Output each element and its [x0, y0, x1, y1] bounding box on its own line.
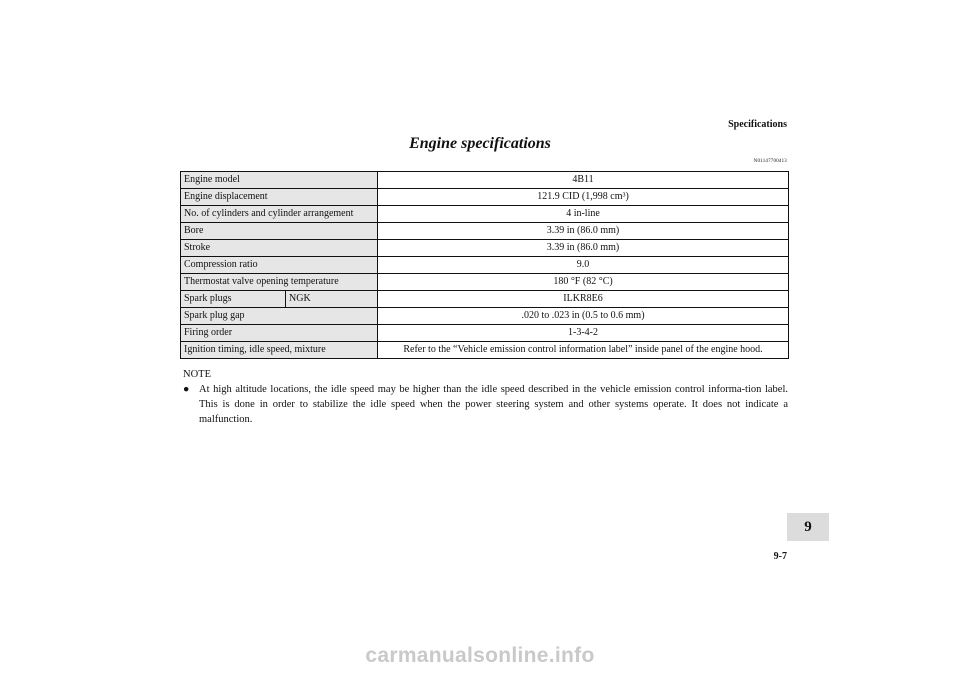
spec-value: 4 in-line: [378, 206, 789, 223]
bullet-icon: ●: [183, 384, 190, 395]
chapter-tab: 9: [787, 513, 829, 541]
page-title: Engine specifications: [409, 135, 551, 152]
table-row: [181, 291, 789, 308]
spec-value: 3.39 in (86.0 mm): [378, 223, 789, 240]
watermark: carmanualsonline.info: [365, 644, 595, 667]
spec-label: Thermostat valve opening temperature: [181, 274, 378, 291]
table-row: [181, 308, 789, 325]
spec-label: No. of cylinders and cylinder arrangement: [181, 206, 378, 223]
spec-value: 9.0: [378, 257, 789, 274]
table-row: [181, 342, 789, 359]
spec-value: Refer to the “Vehicle emission control information label” inside panel of the engine hood.: [378, 342, 789, 359]
table-row: [181, 189, 789, 206]
note-heading: NOTE: [183, 369, 211, 380]
table-row: [181, 223, 789, 240]
section-header: Specifications: [728, 119, 787, 130]
spec-label: Bore: [181, 223, 378, 240]
spec-label: Spark plugs: [181, 291, 286, 308]
spec-label: Stroke: [181, 240, 378, 257]
spec-label: Spark plug gap: [181, 308, 378, 325]
spec-value: 4B11: [378, 172, 789, 189]
table-row: [181, 257, 789, 274]
spec-value: 180 °F (82 °C): [378, 274, 789, 291]
spec-label: Engine displacement: [181, 189, 378, 206]
spec-label: Engine model: [181, 172, 378, 189]
note-item: [183, 382, 788, 427]
spec-value: 3.39 in (86.0 mm): [378, 240, 789, 257]
document-code: N01147700413: [753, 159, 787, 164]
table-row: [181, 172, 789, 189]
table-row: [181, 240, 789, 257]
engine-specs-table: [180, 171, 789, 359]
table-row: [181, 274, 789, 291]
spec-value: 121.9 CID (1,998 cm³): [378, 189, 789, 206]
note-text: At high altitude locations, the idle speed may be higher than the idle speed described in the vehicle emission control informa-tion label. This is done in order to stabilize the idle speed when the power steering system and other systems operate. It does not indicate a malfunction.: [199, 384, 788, 425]
spec-label: Firing order: [181, 325, 378, 342]
spec-value: 1-3-4-2: [378, 325, 789, 342]
spec-label: Ignition timing, idle speed, mixture: [181, 342, 378, 359]
page-number: 9-7: [773, 551, 787, 562]
note-block: [183, 367, 788, 427]
spec-label: Compression ratio: [181, 257, 378, 274]
spec-sublabel: NGK: [286, 291, 378, 308]
spec-value: ILKR8E6: [378, 291, 789, 308]
spec-value: .020 to .023 in (0.5 to 0.6 mm): [378, 308, 789, 325]
table-row: [181, 325, 789, 342]
table-row: [181, 206, 789, 223]
